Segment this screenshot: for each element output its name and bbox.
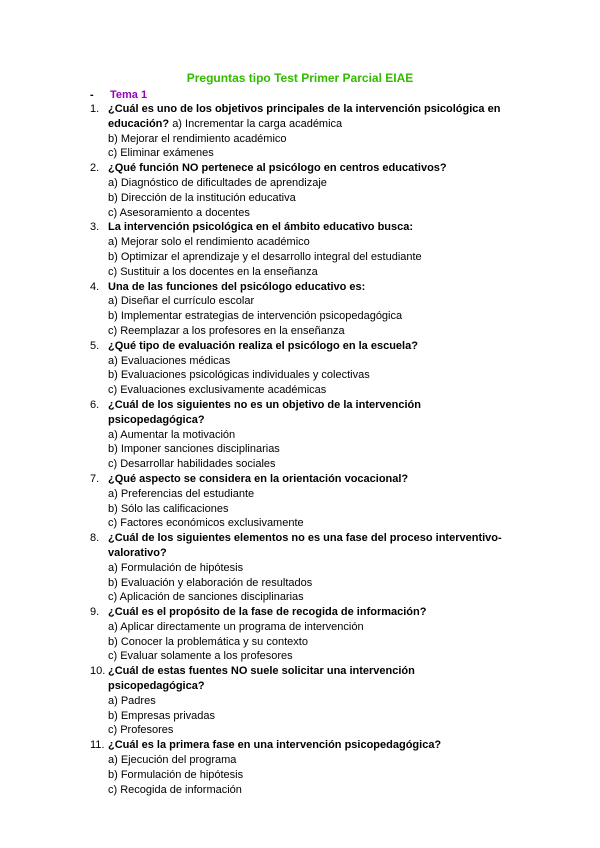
answer-option: c) Aplicación de sanciones disciplinarias	[108, 591, 304, 604]
question-text: ¿Qué tipo de evaluación realiza el psicólogo en la escuela?	[108, 339, 418, 352]
question-item	[0, 102, 600, 161]
section-label: Tema 1	[110, 89, 148, 101]
question-item	[0, 220, 600, 279]
question-body	[108, 102, 513, 161]
answer-option: c) Asesoramiento a docentes	[108, 206, 250, 219]
question-text: ¿Qué función NO pertenece al psicólogo en centros educativos?	[108, 162, 447, 175]
answer-option: a) Formulación de hipótesis	[108, 561, 244, 574]
question-body	[108, 472, 513, 531]
question-number: 6.	[90, 398, 100, 411]
question-text: ¿Cuál es el propósito de la fase de recogida de información?	[108, 606, 427, 619]
answer-option: a) Diagnóstico de dificultades de aprendizaje	[108, 176, 327, 189]
question-number: 2.	[90, 162, 100, 175]
answer-option: a) Aumentar la motivación	[108, 428, 236, 441]
section-heading	[90, 88, 147, 102]
question-body	[108, 161, 513, 220]
answer-option: c) Factores económicos exclusivamente	[108, 517, 304, 530]
question-number: 5.	[90, 339, 100, 352]
answer-option: b) Formulación de hipótesis	[108, 768, 244, 781]
answer-option: c) Evaluaciones exclusivamente académicas	[108, 384, 327, 397]
question-body	[108, 339, 513, 398]
question-item	[0, 280, 600, 339]
answer-option: c) Recogida de información	[108, 783, 242, 796]
answer-option: a) Preferencias del estudiante	[108, 487, 255, 500]
question-item	[0, 664, 600, 738]
answer-option: c) Profesores	[108, 724, 174, 737]
answer-option: a) Padres	[108, 694, 156, 707]
answer-option: b) Dirección de la institución educativa	[108, 191, 296, 204]
question-text: ¿Qué aspecto se considera en la orientación vocacional?	[108, 472, 409, 485]
question-body	[108, 220, 513, 279]
question-text: Una de las funciones del psicólogo educativo es:	[108, 280, 366, 293]
page-title: Preguntas tipo Test Primer Parcial EIAE	[186, 71, 414, 85]
question-number: 7.	[90, 472, 100, 485]
answer-option: a) Evaluaciones médicas	[108, 354, 231, 367]
question-text: ¿Cuál de los siguientes elementos no es una fase del proceso interventivo-valorativo?	[108, 532, 502, 559]
question-list	[0, 102, 600, 797]
answer-option: b) Evaluaciones psicológicas individuales y colectivas	[108, 369, 370, 382]
answer-option: c) Reemplazar a los profesores en la enseñanza	[108, 324, 345, 337]
answer-option: a) Diseñar el currículo escolar	[108, 295, 255, 308]
answer-option: b) Conocer la problemática y su contexto	[108, 635, 308, 648]
answer-option: c) Eliminar exámenes	[108, 147, 214, 160]
answer-option: a) Aplicar directamente un programa de intervención	[108, 620, 364, 633]
answer-option: c) Sustituir a los docentes en la enseñanza	[108, 265, 318, 278]
answer-option: a) Ejecución del programa	[108, 754, 237, 767]
question-body	[108, 664, 513, 738]
answer-option: b) Empresas privadas	[108, 709, 215, 722]
question-item	[0, 472, 600, 531]
question-item	[0, 339, 600, 398]
question-body	[108, 531, 513, 605]
question-body	[108, 280, 513, 339]
question-text: ¿Cuál de estas fuentes NO suele solicitar una intervención psicopedagógica?	[108, 665, 415, 693]
question-item	[0, 161, 600, 220]
answer-option: b) Evaluación y elaboración de resultados	[108, 576, 313, 589]
answer-option: c) Evaluar solamente a los profesores	[108, 650, 293, 663]
question-number: 9.	[90, 606, 100, 619]
question-item	[0, 398, 600, 472]
question-item	[0, 531, 600, 605]
question-number: 11.	[90, 739, 105, 752]
question-number: 10.	[90, 665, 106, 678]
answer-option: b) Implementar estrategias de intervención psicopedagógica	[108, 310, 403, 323]
question-number: 3.	[90, 221, 100, 234]
answer-option: b) Sólo las calificaciones	[108, 502, 229, 515]
question-body	[108, 398, 513, 472]
question-text: La intervención psicológica en el ámbito educativo busca:	[108, 221, 414, 234]
answer-option: a) Mejorar solo el rendimiento académico	[108, 236, 310, 249]
answer-option: b) Optimizar el aprendizaje y el desarrollo integral del estudiante	[108, 250, 422, 263]
question-body	[108, 738, 513, 797]
question-text: ¿Cuál de los siguientes no es un objetivo de la intervención psicopedagógica?	[108, 398, 421, 426]
question-number: 8.	[90, 532, 100, 545]
question-text: ¿Cuál es uno de los objetivos principales de la intervención psicológica en educación?	[108, 103, 501, 130]
question-body	[108, 605, 513, 664]
answer-option: c) Desarrollar habilidades sociales	[108, 458, 276, 471]
question-text: ¿Cuál es la primera fase en una intervención psicopedagógica?	[108, 739, 442, 752]
section-bullet: -	[90, 89, 94, 101]
answer-option: b) Mejorar el rendimiento académico	[108, 132, 287, 145]
question-number: 4.	[90, 280, 100, 293]
answer-option: b) Imponer sanciones disciplinarias	[108, 443, 280, 456]
question-item	[0, 605, 600, 664]
answer-option: a) Incrementar la carga académica	[172, 117, 343, 130]
question-item	[0, 738, 600, 797]
question-number: 1.	[90, 103, 100, 115]
